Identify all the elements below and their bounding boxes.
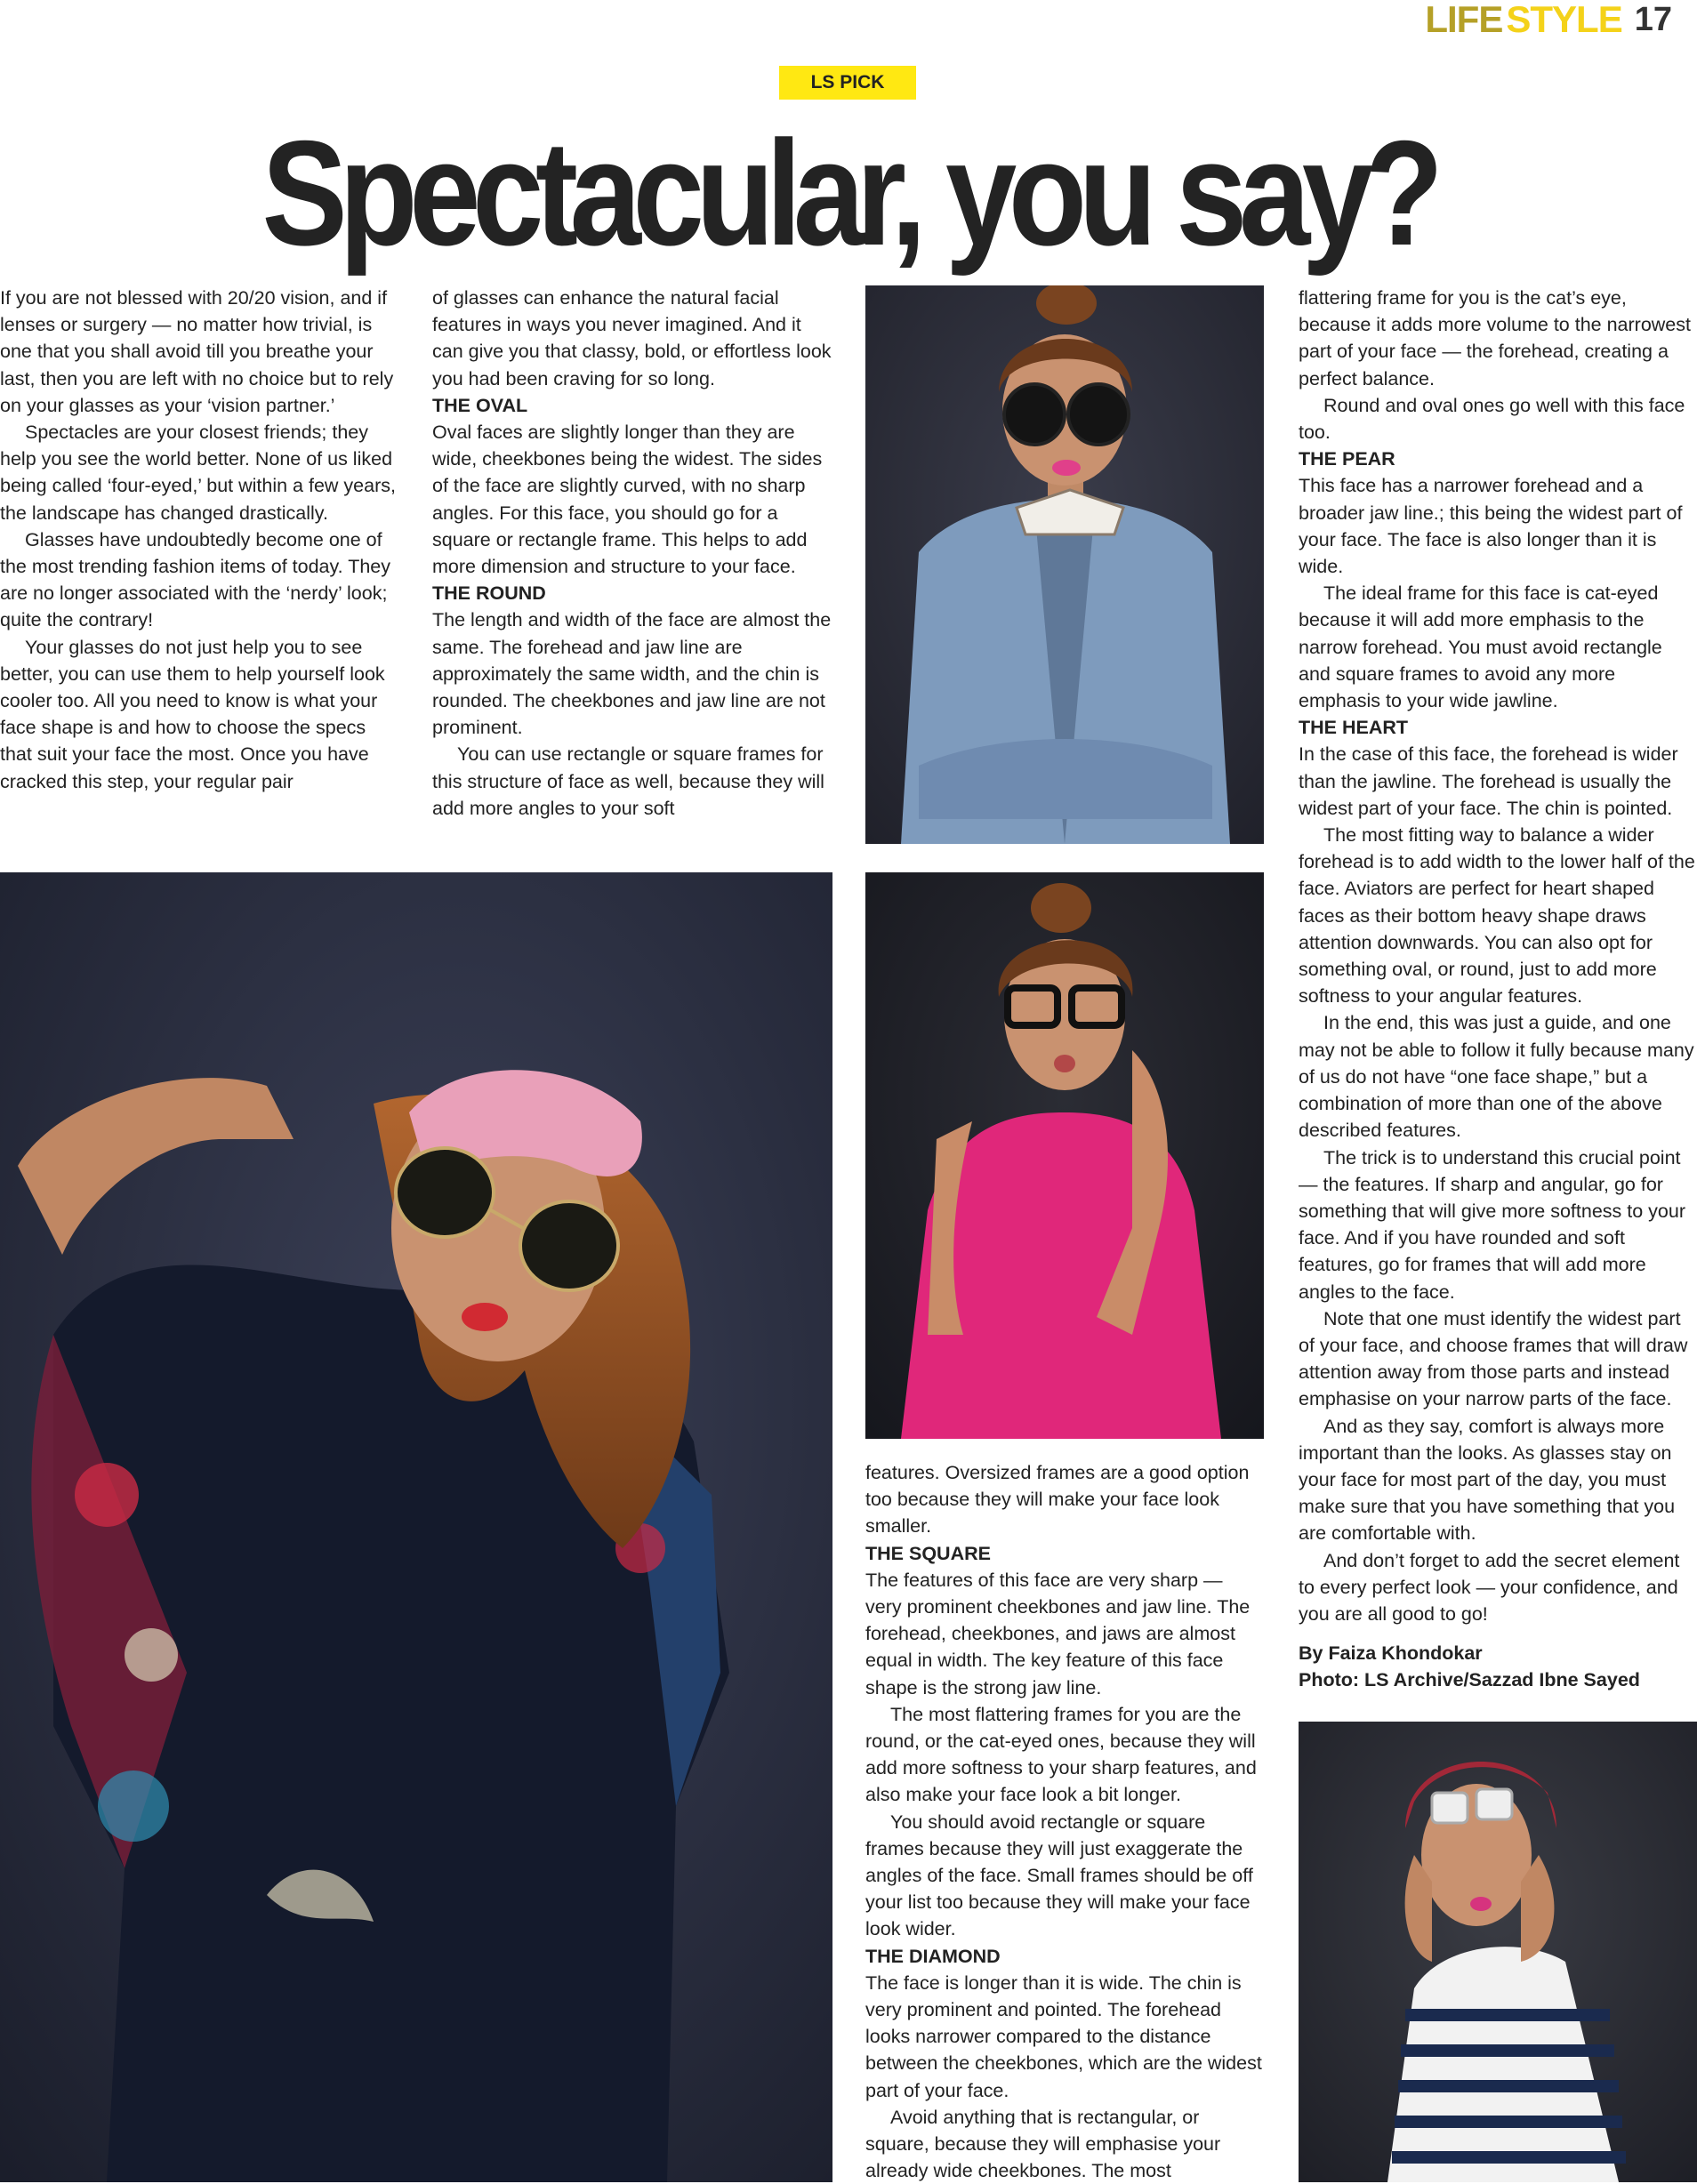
paragraph: Avoid anything that is rectangular, or square, because they will emphasise your already wide cheekbones. The most <box>865 2106 1221 2182</box>
paragraph: You can use rectangle or square frames for this structure of face as well, because they will add more angles to your soft <box>432 743 824 819</box>
subhead-diamond: THE DIAMOND <box>865 1945 1001 1967</box>
page-number: 17 <box>1634 1 1672 38</box>
subhead-square: THE SQUARE <box>865 1542 991 1564</box>
photo-model-pink-top-black-glasses <box>865 872 1264 1439</box>
photo-credit: Photo: LS Archive/Sazzad Ibne Sayed <box>1299 1669 1640 1691</box>
paragraph: And don’t forget to add the secret element to every perfect look — your confidence, and you are all good to go! <box>1299 1549 1680 1625</box>
paragraph: The most flattering frames for you are the round, or the cat-eyed ones, because they will add more softness to your sharp features, and also make your face look a bit longer. <box>865 1703 1257 1806</box>
masthead <box>1425 0 1672 40</box>
paragraph: Note that one must identify the widest part of your face, and choose frames that will draw attention away from those parts and instead emphasise on your narrow parts of the face. <box>1299 1307 1688 1410</box>
article-column-2 <box>432 285 832 822</box>
subhead-oval: THE OVAL <box>432 394 528 416</box>
byline: By Faiza Khondokar <box>1299 1642 1483 1665</box>
paragraph: Your glasses do not just help you to see better, you can use them to help yourself look cooler too. All you need to know is what your face shape is and how to choose the specs that suit your face the most. Once you have cracked this step, your regular pair <box>0 636 385 792</box>
section-logo: LIFESTYLE <box>1425 0 1622 40</box>
paragraph: of glasses can enhance the natural facial features in ways you never imagined. And it can give you that classy, bold, or effortless look you had been craving for so long. <box>432 287 832 389</box>
paragraph: The trick is to understand this crucial point — the features. If sharp and angular, go for something that will give more softness to your face. And if you have rounded and soft features, go for frames that will add more angles to the face. <box>1299 1146 1685 1303</box>
paragraph: If you are not blessed with 20/20 vision, and if lenses or surgery — no matter how trivial, is one that you shall avoid till you breathe your last, then you are left with no choice but to rely on your glasses as your ‘vision partner.’ <box>0 287 394 416</box>
paragraph: Glasses have undoubtedly become one of the most trending fashion items of today. They are no longer associated with the ‘nerdy’ look; quite the contrary! <box>0 528 390 631</box>
paragraph: Round and oval ones go well with this face too. <box>1299 394 1685 444</box>
photo-model-denim-round-sunglasses <box>865 285 1264 844</box>
article-column-1 <box>0 285 398 795</box>
subhead-heart: THE HEART <box>1299 717 1409 739</box>
paragraph: flattering frame for you is the cat’s eye, because it adds more volume to the narrowest part of your face — the forehead, creating a perfect balance. <box>1299 287 1691 389</box>
paragraph: This face has a narrower forehead and a broader jaw line.; this being the widest part of your face. The face is also longer than it is wide. <box>1299 475 1683 578</box>
paragraph: Oval faces are slightly longer than they are wide, cheekbones being the widest. The sides of the face are slightly curved, with no sharp angles. For this face, you should go for a square or rectangle frame. This helps to add more dimension and structure to your face. <box>432 422 823 578</box>
paragraph: Spectacles are your closest friends; they help you see the world better. None of us liked being called ‘four-eyed,’ but within a few years, the landscape has changed drastically. <box>0 422 396 524</box>
paragraph: You should avoid rectangle or square frames because they will just exaggerate the angles of the face. Small frames should be off your list too because they will make your face look wider. <box>865 1811 1253 1940</box>
paragraph: The ideal frame for this face is cat-eyed because it will add more emphasis to the narrow forehead. You must avoid rectangle and square frames to avoid any more emphasis to your wide jawline. <box>1299 582 1662 712</box>
section-tag: LS PICK <box>779 66 916 100</box>
subhead-round: THE ROUND <box>432 582 546 605</box>
article-column-4 <box>1299 285 1697 1694</box>
paragraph: The length and width of the face are almost the same. The forehead and jaw line are approximately the same width, and the chin is rounded. The cheekbones and jaw line are not prominent. <box>432 609 832 739</box>
paragraph: The most fitting way to balance a wider forehead is to add width to the lower half of the face. Aviators are perfect for heart shaped faces as their bottom heavy shape draws attention downwards. You can also opt for something oval, or round, just to add more softness to your angular features. <box>1299 824 1695 1008</box>
paragraph: In the case of this face, the forehead is wider than the jawline. The forehead is usually the widest part of your face. The chin is pointed. <box>1299 743 1678 819</box>
photo-model-headscarf-sunglasses <box>0 872 832 2182</box>
paragraph: features. Oversized frames are a good option too because they will make your face look smaller. <box>865 1462 1250 1538</box>
paragraph: And as they say, comfort is always more important than the looks. As glasses stay on your face for most part of the day, you must make sure that you have something that you are comfortable with. <box>1299 1415 1676 1545</box>
paragraph: The face is longer than it is wide. The chin is very prominent and pointed. The forehead looks narrower compared to the distance between the cheekbones, which are the widest part of your face. <box>865 1971 1262 2101</box>
paragraph: In the end, this was just a guide, and one may not be able to follow it fully because many of us do not have “one face shape,” but a combination of more than one of the above described features. <box>1299 1012 1694 1142</box>
article-column-3 <box>865 1459 1264 2184</box>
headline: Spectacular, you say? <box>261 109 1436 277</box>
photo-model-striped-top <box>1299 1722 1697 2182</box>
paragraph: The features of this face are very sharp — very prominent cheekbones and jaw line. The forehead, cheekbones, and jaws are almost equal in width. The key feature of this face shape is the strong jaw line. <box>865 1569 1251 1698</box>
subhead-pear: THE PEAR <box>1299 448 1395 470</box>
